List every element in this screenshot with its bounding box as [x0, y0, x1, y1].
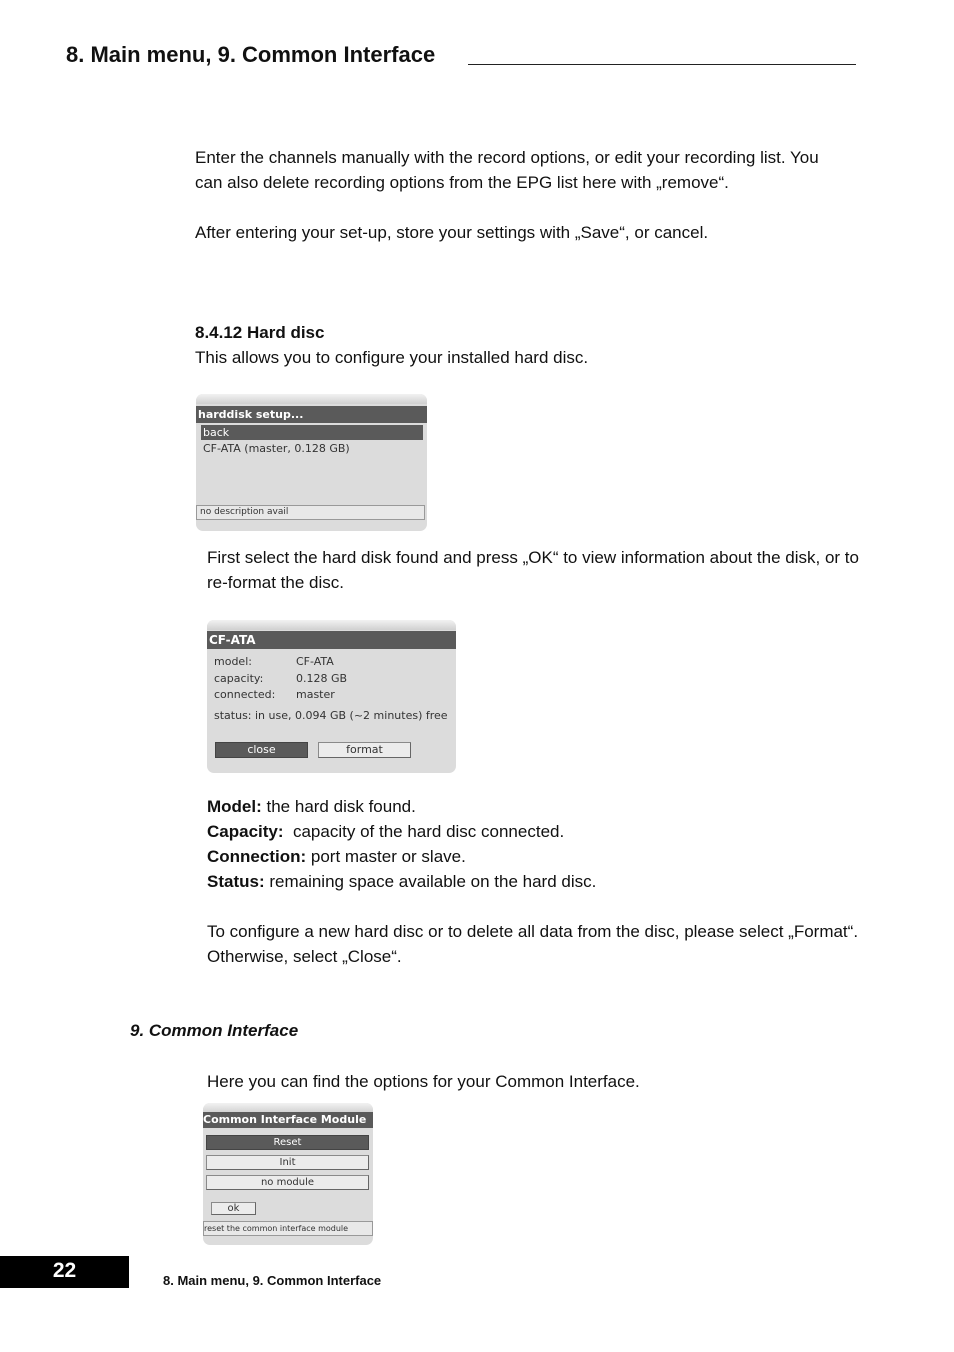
- info-values: [296, 654, 347, 704]
- definition-term: Capacity:: [207, 822, 284, 841]
- definition-model: [207, 794, 867, 819]
- definition-connection: [207, 844, 867, 869]
- title-divider: [468, 64, 856, 65]
- definition-description: remaining space available on the hard disc.: [264, 872, 597, 891]
- page-title: 8. Main menu, 9. Common Interface: [66, 42, 436, 67]
- hard-disc-heading: 8.4.12 Hard disc: [195, 323, 325, 342]
- no-module-button[interactable]: no module: [206, 1175, 369, 1190]
- init-button[interactable]: Init: [206, 1155, 369, 1170]
- definition-term: Model:: [207, 797, 262, 816]
- hard-disc-description: This allows you to configure your installed hard disc.: [195, 348, 589, 367]
- model-label: model:: [214, 655, 252, 668]
- definition-description: capacity of the hard disc connected.: [283, 822, 565, 841]
- connected-value: master: [296, 688, 335, 701]
- connected-label: connected:: [214, 688, 276, 701]
- capacity-label: capacity:: [214, 671, 264, 685]
- disk-status-text: status: in use, 0.094 GB (~2 minutes) free: [214, 709, 448, 722]
- harddisk-setup-title: harddisk setup...: [196, 406, 427, 423]
- model-value: CF-ATA: [296, 655, 334, 668]
- ci-status-bar: reset the common interface module: [203, 1221, 373, 1236]
- intro-paragraph-1: Enter the channels manually with the record options, or edit your recording list. You can also delete recording options from the EPG list here with „remove“.: [195, 148, 819, 192]
- format-button[interactable]: format: [318, 742, 411, 758]
- definition-term: Connection:: [207, 847, 307, 866]
- format-instruction: To configure a new hard disc or to delete all data from the disc, please select „Format“. Otherwise, select „Close“.: [207, 922, 859, 966]
- intro-paragraph-2: After entering your set-up, store your settings with „Save“, or cancel.: [195, 223, 709, 242]
- intro-section: [195, 145, 845, 245]
- common-interface-description: Here you can find the options for your Common Interface.: [207, 1072, 640, 1091]
- field-definitions: [207, 794, 867, 969]
- cf-ata-title: CF-ATA: [207, 631, 456, 649]
- definition-description: the hard disk found.: [261, 797, 416, 816]
- definition-status: [207, 869, 867, 894]
- definition-description: port master or slave.: [306, 847, 466, 866]
- menu-item-back[interactable]: back: [201, 425, 423, 440]
- harddisk-setup-screen: [196, 394, 427, 531]
- footer-section-title: 8. Main menu, 9. Common Interface: [163, 1273, 382, 1288]
- ok-button[interactable]: ok: [211, 1202, 256, 1215]
- cf-ata-info-screen: [207, 620, 456, 773]
- hard-disc-section: [195, 320, 845, 370]
- common-interface-heading: 9. Common Interface: [130, 1021, 299, 1040]
- ci-module-title: Common Interface Module: [203, 1112, 373, 1128]
- definition-term: Status:: [207, 872, 265, 891]
- screen-bezel: [196, 394, 427, 404]
- page-number-badge: 22: [0, 1256, 129, 1288]
- select-instruction: First select the hard disk found and press „OK“ to view information about the disk, or to re-format the disc.: [207, 548, 859, 592]
- ci-module-screen: [203, 1103, 373, 1245]
- close-button[interactable]: close: [215, 742, 308, 758]
- status-bar: no description avail: [196, 505, 425, 520]
- screen-bezel: [207, 620, 456, 630]
- reset-button[interactable]: Reset: [206, 1135, 369, 1150]
- capacity-value: 0.128 GB: [296, 671, 348, 685]
- menu-item-cf-ata-drive[interactable]: CF-ATA (master, 0.128 GB): [203, 442, 350, 455]
- definition-capacity: [207, 819, 867, 844]
- info-labels: [214, 654, 275, 704]
